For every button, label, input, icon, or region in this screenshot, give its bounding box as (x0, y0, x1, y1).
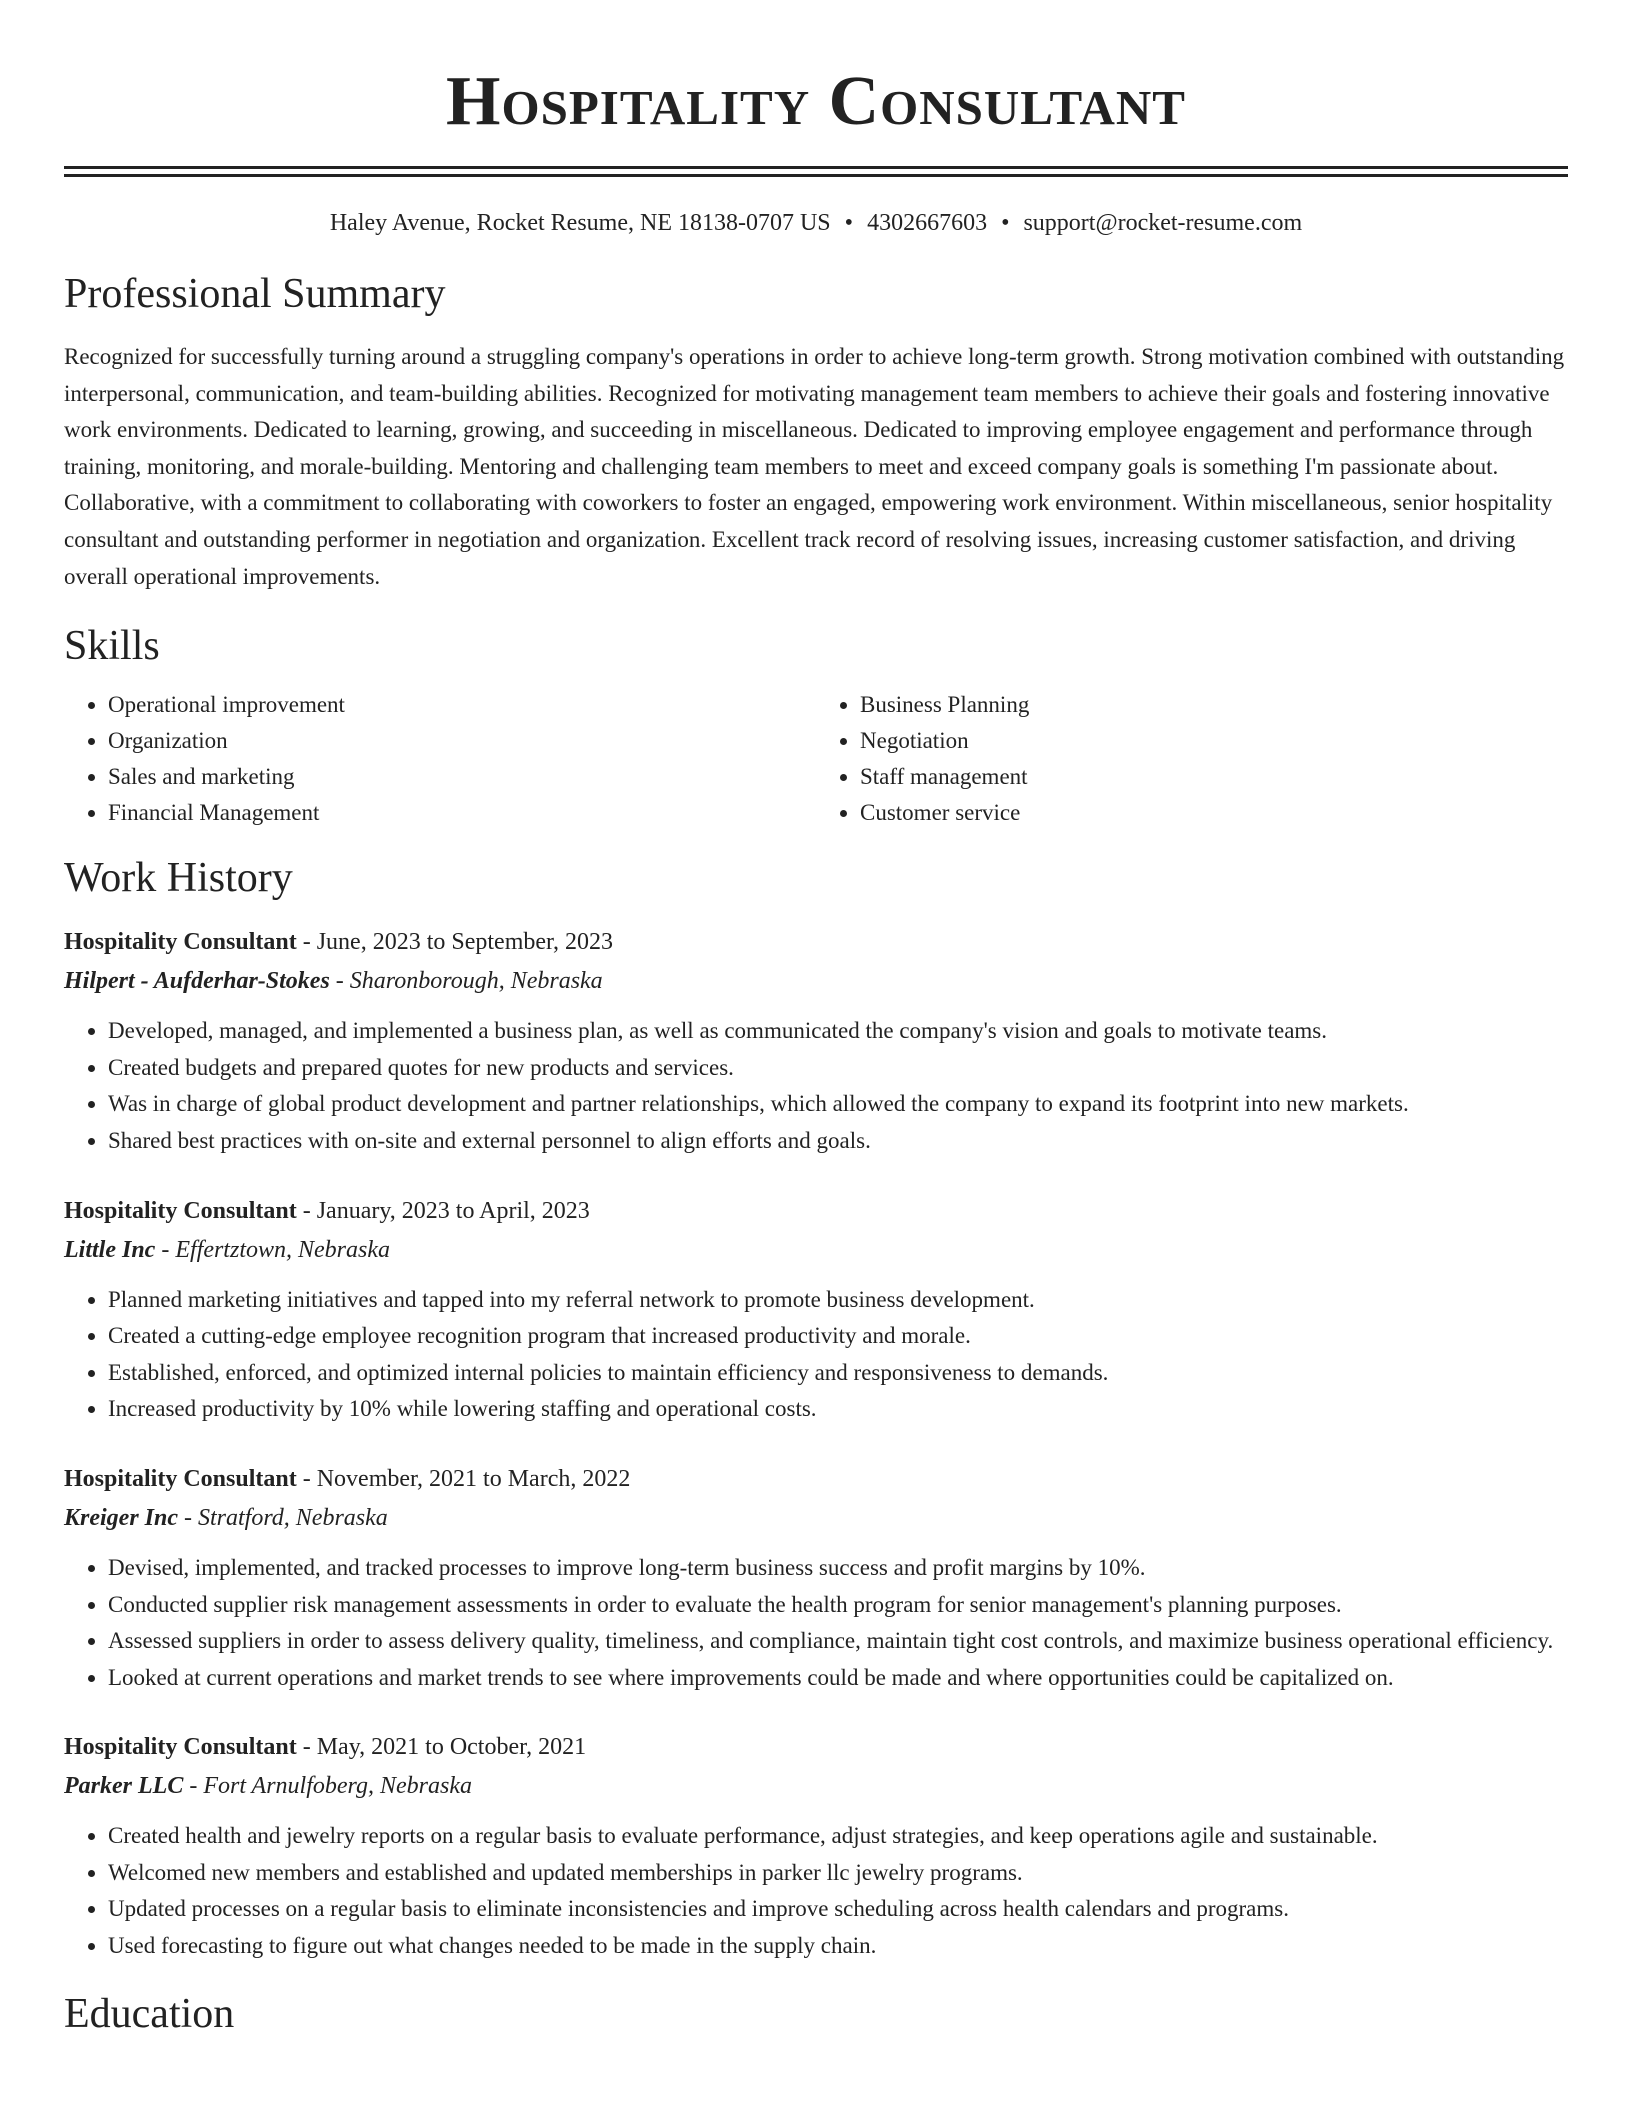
job-bullet: • Established, enforced, and optimized internal policies to maintain efficiency and responsiveness to demands. (108, 1355, 1568, 1392)
skill-item: • Financial Management (108, 795, 816, 831)
skill-item: • Organization (108, 723, 816, 759)
job-bullet: • Planned marketing initiatives and tapped into my referral network to promote business development. (108, 1282, 1568, 1319)
job-bullet: • Created health and jewelry reports on a regular basis to evaluate performance, adjust strategies, and keep operations agile and sustainable. (108, 1818, 1568, 1855)
education-heading: Education (64, 1990, 235, 2037)
skill-item: • Negotiation (860, 723, 1568, 759)
summary-heading: Professional Summary (64, 271, 446, 317)
job-location: - Effertztown, Nebraska (155, 1236, 390, 1263)
contact-phone: 4302667603 (867, 210, 988, 236)
summary-text: Recognized for successfully turning around a struggling company's operations in order to achieve long-term growth. Strong motivation combined with outstanding interpersonal, communication, and team-building abilities. Recognized for motivating management team members to achieve their goals and fostering innovative work environments. Dedicated to learning, growing, and succeeding in miscellaneous. Dedicated to improving employee engagement and performance through training, monitoring, and morale-building. Mentoring and challenging team members to meet and exceed company goals is something I'm passionate about. Collaborative, with a commitment to collaborating with coworkers to foster an engaged, empowering work environment. Within miscellaneous, senior hospitality consultant and outstanding performer in negotiation and organization. Excellent track record of resolving issues, increasing customer satisfaction, and driving overall operational improvements. (64, 344, 1565, 589)
job-company-line (64, 1230, 1568, 1270)
contact-separator: • (844, 210, 854, 236)
job-header (64, 1728, 1568, 1766)
job-bullets (64, 1818, 1568, 1964)
job-role: Hospitality Consultant (64, 1734, 297, 1761)
job-bullet: • Updated processes on a regular basis to eliminate inconsistencies and improve scheduling across health calendars and programs. (108, 1891, 1568, 1928)
work-history-heading: Work History (64, 855, 293, 902)
contact-address: Haley Avenue, Rocket Resume, NE 18138-0707 US (329, 210, 831, 236)
job-location: - Fort Arnulfoberg, Nebraska (183, 1773, 472, 1800)
job-bullet: • Assessed suppliers in order to assess delivery quality, timeliness, and compliance, maintain tight cost controls, and maximize business operational efficiency. (108, 1623, 1568, 1660)
job-company-line (64, 961, 1568, 1001)
job-dates: - November, 2021 to March, 2022 (296, 1465, 631, 1492)
job-entry (64, 1460, 1568, 1696)
job-entry (64, 923, 1568, 1159)
job-dates: - May, 2021 to October, 2021 (296, 1734, 587, 1761)
job-company: Hilpert - Aufderhar-Stokes (64, 968, 330, 995)
job-dates: - June, 2023 to September, 2023 (296, 929, 614, 956)
skills-list (64, 687, 1568, 831)
job-dates: - January, 2023 to April, 2023 (296, 1197, 590, 1224)
job-bullet: • Devised, implemented, and tracked processes to improve long-term business success and profit margins by 10%. (108, 1550, 1568, 1587)
job-bullet: • Conducted supplier risk management assessments in order to evaluate the health program for senior management's planning purposes. (108, 1587, 1568, 1624)
job-bullet: • Developed, managed, and implemented a business plan, as well as communicated the company's vision and goals to motivate teams. (108, 1013, 1568, 1050)
skills-column-left (64, 687, 816, 831)
job-company-line (64, 1766, 1568, 1806)
skills-heading: Skills (64, 623, 160, 670)
job-role: Hospitality Consultant (64, 929, 297, 956)
job-company-line (64, 1498, 1568, 1538)
job-bullet: • Shared best practices with on-site and external personnel to align efforts and goals. (108, 1123, 1568, 1160)
skill-item: • Business Planning (860, 687, 1568, 723)
contact-email: support@rocket-resume.com (1023, 210, 1303, 236)
job-bullet: • Used forecasting to figure out what changes needed to be made in the supply chain. (108, 1928, 1568, 1965)
job-entry (64, 1192, 1568, 1428)
job-role: Hospitality Consultant (64, 1197, 297, 1224)
contact-separator: • (1001, 210, 1010, 236)
skill-item: • Customer service (860, 795, 1568, 831)
job-bullet: • Increased productivity by 10% while lowering staffing and operational costs. (108, 1391, 1568, 1428)
job-bullet: • Created a cutting-edge employee recognition program that increased productivity and morale. (108, 1318, 1568, 1355)
job-bullets (64, 1013, 1568, 1159)
job-header (64, 1192, 1568, 1230)
job-bullet: • Created budgets and prepared quotes for new products and services. (108, 1050, 1568, 1087)
skill-item: • Sales and marketing (108, 759, 816, 795)
header-double-rule (64, 166, 1568, 177)
skill-item: • Staff management (860, 759, 1568, 795)
skills-column-right (816, 687, 1568, 831)
job-bullets (64, 1282, 1568, 1428)
job-bullet: • Welcomed new members and established and updated memberships in parker llc jewelry programs. (108, 1855, 1568, 1892)
resume-name: Hospitality Consultant (446, 63, 1186, 140)
job-bullet: • Was in charge of global product development and partner relationships, which allowed the company to expand its footprint into new markets. (108, 1086, 1568, 1123)
job-company: Little Inc (64, 1236, 156, 1263)
job-location: - Sharonborough, Nebraska (329, 968, 603, 995)
job-location: - Stratford, Nebraska (178, 1504, 388, 1531)
resume-page (64, 0, 1568, 2039)
job-bullet: • Looked at current operations and market trends to see where improvements could be made and where opportunities could be capitalized on. (108, 1660, 1568, 1697)
job-company: Kreiger Inc (64, 1504, 178, 1531)
job-header (64, 923, 1568, 961)
contact-line (64, 207, 1568, 239)
job-bullets (64, 1550, 1568, 1696)
job-entry (64, 1728, 1568, 1964)
job-header (64, 1460, 1568, 1498)
job-role: Hospitality Consultant (64, 1465, 297, 1492)
job-company: Parker LLC (64, 1773, 184, 1800)
skill-item: • Operational improvement (108, 687, 816, 723)
